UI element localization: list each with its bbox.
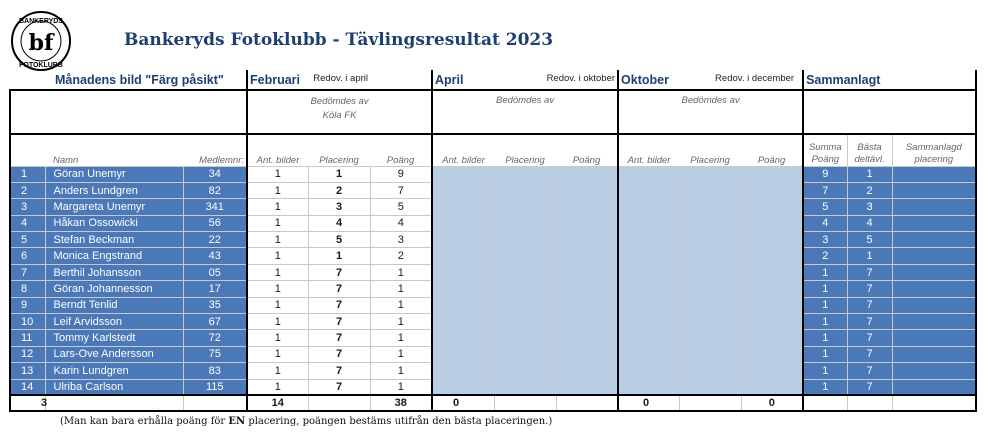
row-member: 56: [183, 215, 247, 231]
row-feb-placement: 7: [308, 281, 370, 297]
table-row: [10, 232, 976, 248]
row-okt-count: [618, 199, 679, 215]
row-feb-points: 1: [370, 281, 432, 297]
row-okt-placement: [679, 182, 741, 198]
section-oktober: [618, 70, 803, 90]
row-apr-count: [432, 297, 494, 313]
row-feb-points: 9: [370, 166, 432, 182]
row-okt-points: [741, 215, 803, 231]
row-apr-points: [556, 363, 618, 379]
row-okt-points: [741, 281, 803, 297]
theme-title: Månadens bild "Färg påsikt": [10, 70, 247, 90]
row-feb-points: 5: [370, 199, 432, 215]
row-feb-count: 1: [247, 297, 308, 313]
row-apr-points: [556, 297, 618, 313]
row-apr-placement: [494, 166, 556, 182]
row-nr: 7: [10, 264, 45, 280]
row-apr-count: [432, 281, 494, 297]
table-row: [10, 281, 976, 297]
total-okt-count: 0: [618, 395, 679, 411]
row-apr-points: [556, 232, 618, 248]
club-logo: [10, 10, 72, 72]
row-nr: 4: [10, 215, 45, 231]
row-okt-count: [618, 363, 679, 379]
row-apr-points: [556, 264, 618, 280]
row-name: Göran Johannesson: [45, 281, 183, 297]
row-okt-placement: [679, 330, 741, 346]
section-april-redov: Redov. i oktober: [546, 72, 616, 84]
row-feb-points: 1: [370, 297, 432, 313]
row-sum: 7: [803, 182, 847, 198]
col-total-line2: placering: [914, 153, 954, 165]
row-member: 82: [183, 182, 247, 198]
page-title: Bankeryds Fotoklubb - Tävlingsresultat 2023: [124, 30, 554, 50]
row-feb-placement: 4: [308, 215, 370, 231]
row-feb-count: 1: [247, 330, 308, 346]
row-total-placement: [892, 199, 976, 215]
row-apr-placement: [494, 182, 556, 198]
row-best: 1: [847, 166, 892, 182]
row-apr-count: [432, 363, 494, 379]
row-feb-count: 1: [247, 264, 308, 280]
row-apr-placement: [494, 264, 556, 280]
row-feb-points: 1: [370, 314, 432, 330]
col-apr-placement: Placering: [494, 134, 556, 166]
row-total-placement: [892, 297, 976, 313]
section-februari-redov: Redov. i april: [313, 72, 369, 84]
row-apr-count: [432, 346, 494, 362]
row-okt-placement: [679, 232, 741, 248]
row-name: Margareta Unemyr: [45, 199, 183, 215]
total-feb-count: 14: [247, 395, 308, 411]
row-okt-placement: [679, 281, 741, 297]
row-okt-placement: [679, 199, 741, 215]
col-total-line1: Sammanlagd: [905, 141, 962, 153]
row-member: 83: [183, 363, 247, 379]
row-name: Håkan Ossowicki: [45, 215, 183, 231]
row-best: 3: [847, 199, 892, 215]
row-feb-points: 7: [370, 182, 432, 198]
row-okt-placement: [679, 314, 741, 330]
row-sum: 4: [803, 215, 847, 231]
footnote-part1: (Man kan bara erhålla poäng för: [60, 416, 229, 427]
row-sum: 1: [803, 346, 847, 362]
row-name: Göran Unemyr: [45, 166, 183, 182]
row-apr-points: [556, 166, 618, 182]
section-februari-name: Februari: [250, 72, 301, 87]
row-nr: 5: [10, 232, 45, 248]
row-nr: 14: [10, 379, 45, 395]
row-sum: 1: [803, 281, 847, 297]
row-name: Tommy Karlstedt: [45, 330, 183, 346]
row-nr: 9: [10, 297, 45, 313]
row-okt-count: [618, 379, 679, 395]
row-okt-points: [741, 248, 803, 264]
row-okt-count: [618, 346, 679, 362]
row-feb-placement: 7: [308, 264, 370, 280]
row-sum: 1: [803, 330, 847, 346]
table-row: [10, 248, 976, 264]
section-sammanlagt: Sammanlagt: [803, 70, 976, 90]
row-total-placement: [892, 182, 976, 198]
row-okt-placement: [679, 379, 741, 395]
col-apr-points: Poäng: [556, 134, 618, 166]
logo-top-text: BANKERYDS: [18, 18, 64, 25]
row-name: Leif Arvidsson: [45, 314, 183, 330]
row-name: Anders Lundgren: [45, 182, 183, 198]
logo-mark: bf: [28, 30, 54, 56]
row-nr: 3: [10, 199, 45, 215]
row-okt-points: [741, 264, 803, 280]
table-row: [10, 314, 976, 330]
row-feb-count: 1: [247, 363, 308, 379]
row-member: 72: [183, 330, 247, 346]
row-best: 7: [847, 346, 892, 362]
row-total-placement: [892, 215, 976, 231]
row-okt-placement: [679, 264, 741, 280]
row-apr-count: [432, 182, 494, 198]
row-okt-placement: [679, 215, 741, 231]
row-okt-points: [741, 182, 803, 198]
table-row: [10, 215, 976, 231]
row-apr-points: [556, 379, 618, 395]
row-okt-placement: [679, 346, 741, 362]
total-count-left: 3: [10, 395, 45, 411]
row-feb-count: 1: [247, 215, 308, 231]
row-sum: 5: [803, 199, 847, 215]
row-member: 35: [183, 297, 247, 313]
table-row: [10, 379, 976, 395]
col-best-line1: Bästa: [857, 141, 882, 153]
row-feb-placement: 7: [308, 363, 370, 379]
col-okt-count: Ant. bilder: [618, 134, 679, 166]
row-feb-count: 1: [247, 379, 308, 395]
row-apr-points: [556, 215, 618, 231]
row-apr-placement: [494, 330, 556, 346]
row-okt-count: [618, 182, 679, 198]
row-feb-count: 1: [247, 199, 308, 215]
row-feb-placement: 7: [308, 346, 370, 362]
row-feb-count: 1: [247, 314, 308, 330]
row-apr-count: [432, 264, 494, 280]
row-feb-placement: 2: [308, 182, 370, 198]
row-apr-count: [432, 166, 494, 182]
row-apr-points: [556, 330, 618, 346]
col-apr-count: Ant. bilder: [432, 134, 494, 166]
row-best: 4: [847, 215, 892, 231]
col-feb-points: Poäng: [370, 134, 432, 166]
row-member: 43: [183, 248, 247, 264]
col-sum-line1: Summa: [808, 141, 842, 153]
row-nr: 2: [10, 182, 45, 198]
results-rows: [10, 166, 976, 395]
row-feb-points: 1: [370, 330, 432, 346]
row-nr: 6: [10, 248, 45, 264]
row-best: 7: [847, 281, 892, 297]
row-apr-count: [432, 232, 494, 248]
row-okt-placement: [679, 248, 741, 264]
row-sum: 3: [803, 232, 847, 248]
table-row: [10, 346, 976, 362]
section-april: [432, 70, 618, 90]
row-feb-points: 1: [370, 346, 432, 362]
row-total-placement: [892, 281, 976, 297]
row-name: Karin Lundgren: [45, 363, 183, 379]
row-name: Berndt Tenlid: [45, 297, 183, 313]
row-nr: 12: [10, 346, 45, 362]
row-okt-placement: [679, 363, 741, 379]
col-okt-points: Poäng: [741, 134, 803, 166]
row-total-placement: [892, 264, 976, 280]
row-sum: 1: [803, 363, 847, 379]
row-okt-count: [618, 297, 679, 313]
row-nr: 11: [10, 330, 45, 346]
row-member: 34: [183, 166, 247, 182]
row-okt-points: [741, 297, 803, 313]
row-best: 5: [847, 232, 892, 248]
row-member: 75: [183, 346, 247, 362]
row-feb-count: 1: [247, 232, 308, 248]
row-okt-count: [618, 232, 679, 248]
row-nr: 10: [10, 314, 45, 330]
row-feb-points: 1: [370, 363, 432, 379]
feb-judged-by: Köla FK: [322, 110, 357, 121]
row-total-placement: [892, 330, 976, 346]
row-apr-points: [556, 346, 618, 362]
row-apr-placement: [494, 379, 556, 395]
footnote: [60, 416, 552, 427]
col-total: [892, 134, 976, 166]
row-total-placement: [892, 248, 976, 264]
row-best: 7: [847, 379, 892, 395]
row-feb-count: 1: [247, 248, 308, 264]
total-apr-count: 0: [432, 395, 494, 411]
row-best: 7: [847, 264, 892, 280]
table-row: [10, 166, 976, 182]
row-best: 7: [847, 314, 892, 330]
row-okt-points: [741, 232, 803, 248]
apr-judged: Bedömdes av: [432, 90, 618, 134]
row-apr-points: [556, 199, 618, 215]
row-feb-placement: 7: [308, 379, 370, 395]
total-feb-points: 38: [370, 395, 432, 411]
footnote-part2: placering, poängen bestäms utifrån den bästa placeringen.): [245, 416, 553, 427]
row-feb-points: 1: [370, 264, 432, 280]
table-row: [10, 363, 976, 379]
col-sum-line2: Poäng: [811, 153, 840, 165]
row-feb-points: 4: [370, 215, 432, 231]
row-okt-points: [741, 314, 803, 330]
row-apr-count: [432, 199, 494, 215]
col-sum: [803, 134, 847, 166]
row-feb-points: 3: [370, 232, 432, 248]
table-row: [10, 264, 976, 280]
feb-judged-label: Bedömdes av: [310, 96, 369, 107]
table-row: [10, 297, 976, 313]
row-okt-placement: [679, 166, 741, 182]
feb-judged: [247, 90, 432, 134]
row-feb-placement: 1: [308, 166, 370, 182]
row-nr: 1: [10, 166, 45, 182]
row-best: 1: [847, 248, 892, 264]
row-name: Lars-Ove Andersson: [45, 346, 183, 362]
row-sum: 9: [803, 166, 847, 182]
row-feb-count: 1: [247, 281, 308, 297]
col-member: Medlemnr:: [183, 134, 247, 166]
row-okt-count: [618, 166, 679, 182]
row-best: 2: [847, 182, 892, 198]
col-name: Namn: [45, 134, 183, 166]
row-feb-placement: 7: [308, 297, 370, 313]
row-nr: 8: [10, 281, 45, 297]
col-feb-placement: Placering: [308, 134, 370, 166]
row-apr-placement: [494, 346, 556, 362]
row-total-placement: [892, 379, 976, 395]
section-april-name: April: [435, 72, 464, 87]
row-sum: 2: [803, 248, 847, 264]
row-okt-count: [618, 281, 679, 297]
row-apr-placement: [494, 314, 556, 330]
row-okt-points: [741, 166, 803, 182]
row-sum: 1: [803, 314, 847, 330]
row-feb-placement: 3: [308, 199, 370, 215]
row-member: 22: [183, 232, 247, 248]
row-name: Berthil Johansson: [45, 264, 183, 280]
row-total-placement: [892, 314, 976, 330]
row-nr: 13: [10, 363, 45, 379]
row-apr-points: [556, 314, 618, 330]
row-member: 67: [183, 314, 247, 330]
row-apr-placement: [494, 363, 556, 379]
row-apr-count: [432, 314, 494, 330]
row-apr-count: [432, 215, 494, 231]
table-row: [10, 182, 976, 198]
col-feb-count: Ant. bilder: [247, 134, 308, 166]
row-sum: 1: [803, 379, 847, 395]
row-apr-count: [432, 379, 494, 395]
row-feb-placement: 1: [308, 248, 370, 264]
row-best: 7: [847, 297, 892, 313]
row-okt-count: [618, 215, 679, 231]
row-okt-count: [618, 248, 679, 264]
row-sum: 1: [803, 264, 847, 280]
table-row: [10, 199, 976, 215]
row-apr-points: [556, 281, 618, 297]
col-best: [847, 134, 892, 166]
row-okt-points: [741, 330, 803, 346]
okt-judged: Bedömdes av: [618, 90, 803, 134]
row-feb-count: 1: [247, 346, 308, 362]
row-feb-placement: 7: [308, 314, 370, 330]
row-feb-count: 1: [247, 166, 308, 182]
row-feb-placement: 5: [308, 232, 370, 248]
row-total-placement: [892, 363, 976, 379]
row-total-placement: [892, 232, 976, 248]
row-apr-placement: [494, 248, 556, 264]
row-okt-points: [741, 346, 803, 362]
section-oktober-name: Oktober: [621, 72, 669, 87]
row-feb-points: 2: [370, 248, 432, 264]
row-feb-points: 1: [370, 379, 432, 395]
row-best: 7: [847, 330, 892, 346]
row-okt-count: [618, 330, 679, 346]
row-okt-points: [741, 199, 803, 215]
row-member: 17: [183, 281, 247, 297]
row-name: Stefan Beckman: [45, 232, 183, 248]
total-okt-points: 0: [741, 395, 803, 411]
row-apr-placement: [494, 199, 556, 215]
row-apr-placement: [494, 281, 556, 297]
row-okt-count: [618, 264, 679, 280]
section-februari: [247, 70, 370, 90]
row-member: 05: [183, 264, 247, 280]
row-name: Ulriba Carlson: [45, 379, 183, 395]
row-apr-points: [556, 248, 618, 264]
row-member: 115: [183, 379, 247, 395]
row-member: 341: [183, 199, 247, 215]
row-total-placement: [892, 166, 976, 182]
row-apr-placement: [494, 232, 556, 248]
row-apr-count: [432, 248, 494, 264]
row-feb-count: 1: [247, 182, 308, 198]
row-okt-count: [618, 314, 679, 330]
row-apr-placement: [494, 297, 556, 313]
row-okt-placement: [679, 297, 741, 313]
row-name: Monica Engstrand: [45, 248, 183, 264]
results-table: [9, 70, 977, 412]
row-okt-points: [741, 379, 803, 395]
row-okt-points: [741, 363, 803, 379]
section-oktober-redov: Redov. i december: [715, 72, 795, 84]
table-row: [10, 330, 976, 346]
row-sum: 1: [803, 297, 847, 313]
col-okt-placement: Placering: [679, 134, 741, 166]
row-apr-points: [556, 182, 618, 198]
row-feb-placement: 7: [308, 330, 370, 346]
row-best: 7: [847, 363, 892, 379]
row-total-placement: [892, 346, 976, 362]
row-apr-count: [432, 330, 494, 346]
footnote-emphasis: EN: [228, 416, 246, 427]
logo-bottom-text: FOTOKLUBB: [19, 62, 63, 69]
col-best-line2: deltävl.: [854, 153, 885, 165]
row-apr-placement: [494, 215, 556, 231]
